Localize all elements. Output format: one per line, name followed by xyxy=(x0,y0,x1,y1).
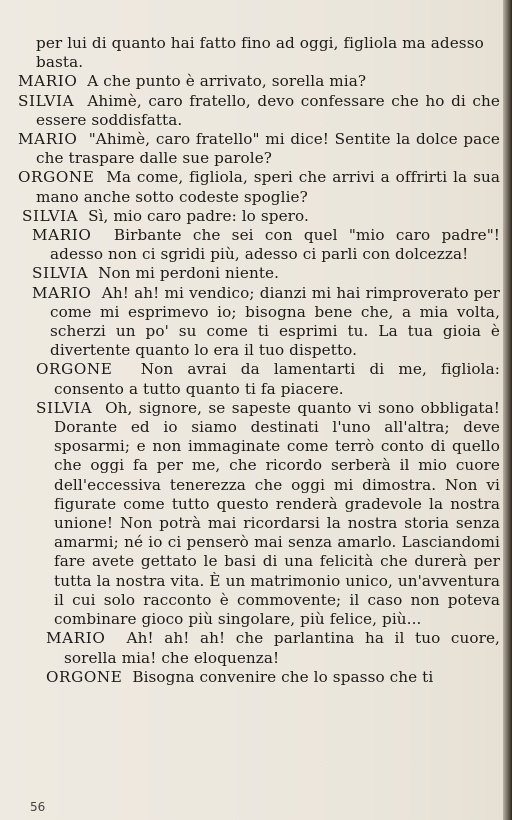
speaker-name: MARIO xyxy=(46,629,106,648)
line-text: Ah! ah! mi vendico; dianzi mi hai rimproverato per come mi esprimevo io; bisogna bene che, a mia volta, scherzi un po' su come ti esprimi tu. La tua gioia è divertente quanto lo era il tuo dispetto. xyxy=(50,283,500,360)
dialogue-line xyxy=(18,130,500,168)
dialogue-line xyxy=(46,668,500,687)
dialogue-line xyxy=(46,629,500,667)
dialogue-line xyxy=(18,92,500,130)
dialogue-line xyxy=(36,399,500,629)
speaker-name: ORGONE xyxy=(46,667,123,686)
line-text: A che punto è arrivato, sorella mia? xyxy=(87,72,367,91)
dialogue-line xyxy=(32,226,500,264)
line-text: Non mi perdoni niente. xyxy=(98,264,280,283)
dialogue-line xyxy=(22,207,500,226)
speaker-name: MARIO xyxy=(32,226,92,245)
speaker-name: MARIO xyxy=(18,130,78,149)
line-text: Ah! ah! ah! che parlantina ha il tuo cuore, sorella mia! che eloquenza! xyxy=(64,629,500,667)
speaker-name: ORGONE xyxy=(18,168,95,187)
line-text: "Ahimè, caro fratello" mi dice! Sentite la dolce pace che traspare dalle sue parole? xyxy=(36,130,500,168)
speaker-name: SILVIA xyxy=(18,91,75,110)
speaker-name: SILVIA xyxy=(22,206,79,225)
line-text: Ma come, figliola, speri che arrivi a offrirti la sua mano anche sotto codeste spoglie? xyxy=(36,168,500,206)
dialogue-line xyxy=(18,72,500,91)
dialogue-line xyxy=(18,168,500,206)
dialogue-line xyxy=(32,264,500,283)
dialogue-line-continuation xyxy=(18,34,500,72)
line-text: Sì, mio caro padre: lo spero. xyxy=(88,206,309,225)
line-text: Ahimè, caro fratello, devo confessare che ho di che essere soddisfatta. xyxy=(36,91,500,129)
speaker-name: SILVIA xyxy=(32,264,89,283)
line-text: Bisogna convenire che lo spasso che ti xyxy=(132,667,434,686)
line-text: per lui di quanto hai fatto fino ad oggi, figliola ma adesso basta. xyxy=(36,34,484,72)
dialogue-text xyxy=(18,34,500,687)
speaker-name: ORGONE xyxy=(36,360,113,379)
line-text: Birbante che sei con quel "mio caro padre"! adesso non ci sgridi più, adesso ci parli con dolcezza! xyxy=(50,226,500,264)
dialogue-line xyxy=(32,284,500,361)
speaker-name: MARIO xyxy=(32,283,92,302)
line-text: Oh, signore, se sapeste quanto vi sono obbligata! Dorante ed io siamo destinati l'uno all'altra; deve sposarmi; e non immaginate come terrò conto di quello che oggi fa per me, che ricordo serberà il mio cuore dell'eccessiva tenerezza che oggi mi dimostra. Non vi figurate come tutto questo renderà gradevole la nostra unione! Non potrà mai ricordarsi la nostra storia senza amarmi; né io ci penserò mai senza amarlo. Lasciandomi fare avete gettato le basi di una felicità che durerà per tutta la nostra vita. È un matrimonio unico, un'avventura il cui solo racconto è commovente; il caso non poteva combinare gioco più singolare, più felice, più... xyxy=(54,398,500,629)
line-text: Non avrai da lamentarti di me, figliola: consento a tutto quanto ti fa piacere. xyxy=(54,360,500,398)
speaker-name: SILVIA xyxy=(36,398,93,417)
book-spine-shadow xyxy=(503,0,512,820)
page-number: 56 xyxy=(30,800,46,814)
dialogue-line xyxy=(36,360,500,398)
speaker-name: MARIO xyxy=(18,72,78,91)
